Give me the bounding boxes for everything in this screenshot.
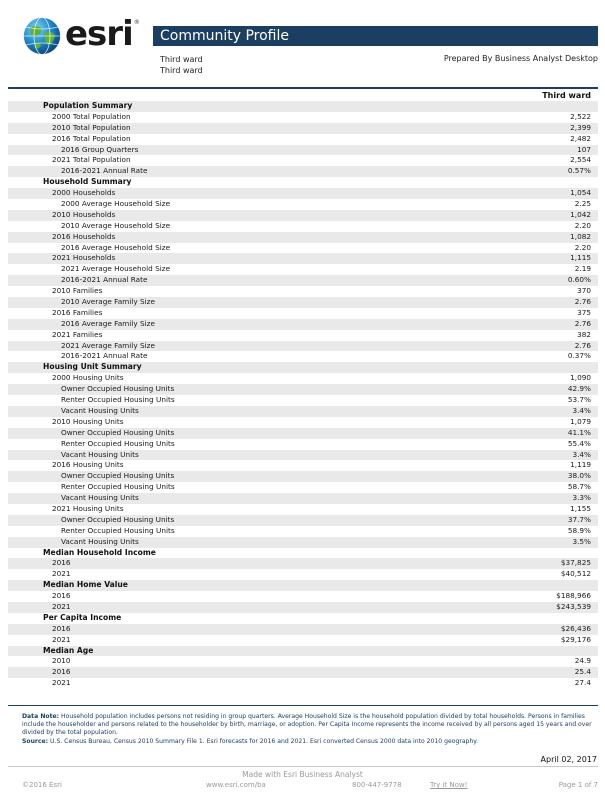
row-label: Owner Occupied Housing Units <box>61 427 175 437</box>
row-label: Vacant Housing Units <box>61 536 139 546</box>
source-text: U.S. Census Bureau, Census 2010 Summary File 1. Esri forecasts for 2016 and 2021. Esri converted Census 2000 data into 2010 geography. <box>48 737 478 745</box>
row-label: 2010 <box>52 656 71 666</box>
table-row <box>8 439 598 450</box>
row-value: 41.1% <box>567 427 591 437</box>
row-value: 370 <box>577 286 591 296</box>
table-row <box>8 482 598 493</box>
section-header <box>8 646 598 657</box>
table-row <box>8 417 598 428</box>
table-row <box>8 297 598 308</box>
globe-icon <box>22 16 62 56</box>
row-label: 2016-2021 Annual Rate <box>61 275 148 285</box>
row-label: 2021 Average Family Size <box>61 340 155 350</box>
row-value: 2.20 <box>574 220 591 230</box>
row-label: 2016 Average Household Size <box>61 242 171 252</box>
section-title: Population Summary <box>43 101 133 110</box>
row-label: 2016 Households <box>52 231 116 241</box>
esri-logo: esri ® <box>22 13 140 59</box>
row-label: 2010 Households <box>52 209 116 219</box>
table-row <box>8 330 598 341</box>
row-label: 2021 Average Household Size <box>61 264 171 274</box>
source-label: Source: <box>22 737 49 745</box>
prepared-by: Prepared By Business Analyst Desktop <box>443 54 598 63</box>
row-label: 2010 Average Family Size <box>61 297 155 307</box>
table-row <box>8 537 598 548</box>
header-divider <box>8 87 598 89</box>
row-value: $37,825 <box>560 558 591 568</box>
row-label: 2016 Families <box>52 307 103 317</box>
table-row <box>8 460 598 471</box>
row-label: Vacant Housing Units <box>61 493 139 503</box>
table-row <box>8 155 598 166</box>
table-row <box>8 493 598 504</box>
section-header <box>8 580 598 591</box>
section-title: Housing Unit Summary <box>43 362 142 372</box>
row-label: 2016 <box>52 558 71 568</box>
row-label: 2021 Total Population <box>52 155 131 165</box>
copyright: ©2016 Esri <box>22 781 62 789</box>
table-row <box>8 428 598 439</box>
section-header <box>8 177 598 188</box>
row-label: Renter Occupied Housing Units <box>61 395 175 405</box>
row-value: 2.76 <box>574 297 591 307</box>
section-header <box>8 101 598 112</box>
section-header <box>8 362 598 373</box>
row-label: 2021 <box>52 601 71 611</box>
row-value: 1,054 <box>570 188 591 198</box>
row-label: 2000 Average Household Size <box>61 199 171 209</box>
row-label: 2021 Households <box>52 253 116 263</box>
table-row <box>8 395 598 406</box>
section-title: Household Summary <box>43 177 132 187</box>
row-value: 1,079 <box>570 416 591 426</box>
table-row <box>8 134 598 145</box>
table-row <box>8 678 598 689</box>
row-label: 2016-2021 Annual Rate <box>61 166 148 176</box>
table-row <box>8 591 598 602</box>
table-row <box>8 667 598 678</box>
row-label: Renter Occupied Housing Units <box>61 525 175 535</box>
row-value: 58.9% <box>567 525 591 535</box>
row-value: 27.4 <box>574 678 591 688</box>
data-note-label: Data Note: <box>22 713 60 720</box>
try-it-now-link[interactable]: Try it Now! <box>430 781 468 789</box>
logo-wordmark: esri <box>65 14 133 54</box>
row-value: $29,176 <box>560 634 591 644</box>
table-divider <box>8 705 598 706</box>
table-row <box>8 341 598 352</box>
table-row <box>8 406 598 417</box>
row-label: 2010 Housing Units <box>52 416 124 426</box>
row-value: 2,399 <box>570 122 591 132</box>
row-label: 2016-2021 Annual Rate <box>61 351 148 361</box>
area-name: Third ward <box>160 66 203 75</box>
row-value: 2,522 <box>570 111 591 121</box>
row-label: 2016 Group Quarters <box>61 144 139 154</box>
page-number: Page 1 of 7 <box>558 781 598 789</box>
row-label: Owner Occupied Housing Units <box>61 514 175 524</box>
row-label: 2000 Total Population <box>52 111 131 121</box>
row-label: 2016 Total Population <box>52 133 131 143</box>
row-value: 24.9 <box>574 656 591 666</box>
made-with: Made with Esri Business Analyst <box>242 770 363 779</box>
website-link[interactable]: www.esri.com/ba <box>206 781 266 789</box>
row-value: 1,155 <box>570 503 591 513</box>
row-value: $243,539 <box>556 601 591 611</box>
data-note-text: Household population includes persons not residing in group quarters. Average Household Size is the household population divided by total households. Persons in families include the householder and persons related to the householder by birth, marriage, or adoption. Per Capita Income represents the income received by all persons aged 15 years and over divided by the total population. <box>22 713 592 737</box>
row-value: 3.4% <box>572 449 591 459</box>
footer-divider <box>8 766 598 767</box>
table-row <box>8 264 598 275</box>
row-label: 2021 Housing Units <box>52 503 124 513</box>
row-label: 2016 <box>52 623 71 633</box>
row-value: 55.4% <box>567 438 591 448</box>
page-title: Community Profile <box>153 26 598 46</box>
table-row <box>8 351 598 362</box>
data-notes <box>22 713 597 746</box>
table-row <box>8 558 598 569</box>
row-label: 2010 Families <box>52 286 103 296</box>
row-label: 2021 <box>52 634 71 644</box>
row-value: 38.0% <box>567 471 591 481</box>
row-value: 2,482 <box>570 133 591 143</box>
row-value: 2,554 <box>570 155 591 165</box>
row-label: Vacant Housing Units <box>61 405 139 415</box>
table-row <box>8 275 598 286</box>
table-row <box>8 471 598 482</box>
table-row <box>8 210 598 221</box>
row-label: 2016 <box>52 667 71 677</box>
row-label: 2010 Average Household Size <box>61 220 171 230</box>
table-row <box>8 112 598 123</box>
row-value: 382 <box>577 329 591 339</box>
row-value: 1,090 <box>570 373 591 383</box>
table-row <box>8 515 598 526</box>
row-label: 2016 Housing Units <box>52 460 124 470</box>
row-label: Renter Occupied Housing Units <box>61 438 175 448</box>
table-row <box>8 635 598 646</box>
table-row <box>8 319 598 330</box>
row-value: 1,042 <box>570 209 591 219</box>
row-label: 2021 <box>52 678 71 688</box>
table-row <box>8 624 598 635</box>
report-date: April 02, 2017 <box>540 755 597 764</box>
row-value: $40,512 <box>560 569 591 579</box>
area-name: Third ward <box>160 55 203 64</box>
table-row <box>8 286 598 297</box>
row-label: 2000 Households <box>52 188 116 198</box>
phone-number: 800-447-9778 <box>352 781 402 789</box>
row-value: 42.9% <box>567 384 591 394</box>
table-row <box>8 253 598 264</box>
table-row <box>8 145 598 156</box>
table-row <box>8 569 598 580</box>
section-title: Per Capita Income <box>43 612 122 622</box>
row-value: 2.20 <box>574 242 591 252</box>
table-row <box>8 308 598 319</box>
table-row <box>8 656 598 667</box>
section-header <box>8 548 598 559</box>
table-row <box>8 188 598 199</box>
profile-table <box>8 101 598 689</box>
row-value: 58.7% <box>567 482 591 492</box>
row-value: 1,082 <box>570 231 591 241</box>
section-header <box>8 613 598 624</box>
row-label: 2000 Housing Units <box>52 373 124 383</box>
row-label: Owner Occupied Housing Units <box>61 384 175 394</box>
row-value: 107 <box>577 144 591 154</box>
row-value: $26,436 <box>560 623 591 633</box>
row-value: 3.5% <box>572 536 591 546</box>
row-label: Owner Occupied Housing Units <box>61 471 175 481</box>
table-row <box>8 232 598 243</box>
table-row <box>8 243 598 254</box>
row-value: 37.7% <box>567 514 591 524</box>
column-header: Third ward <box>542 91 591 100</box>
row-label: 2016 Average Family Size <box>61 318 155 328</box>
row-value: 2.25 <box>574 199 591 209</box>
row-label: Vacant Housing Units <box>61 449 139 459</box>
table-row <box>8 221 598 232</box>
row-value: 0.57% <box>567 166 591 176</box>
table-row <box>8 526 598 537</box>
row-value: 0.37% <box>567 351 591 361</box>
area-names <box>160 54 203 76</box>
row-value: 3.3% <box>572 493 591 503</box>
table-row <box>8 373 598 384</box>
table-row <box>8 450 598 461</box>
row-value: 3.4% <box>572 405 591 415</box>
table-row <box>8 166 598 177</box>
row-value: 2.76 <box>574 318 591 328</box>
table-row <box>8 602 598 613</box>
row-value: 53.7% <box>567 395 591 405</box>
row-value: $188,966 <box>556 591 591 601</box>
table-row <box>8 504 598 515</box>
row-label: 2021 <box>52 569 71 579</box>
row-label: 2010 Total Population <box>52 122 131 132</box>
row-value: 1,115 <box>570 253 591 263</box>
row-value: 25.4 <box>574 667 591 677</box>
table-row <box>8 384 598 395</box>
row-value: 375 <box>577 307 591 317</box>
row-value: 1,119 <box>570 460 591 470</box>
section-title: Median Age <box>43 645 94 655</box>
row-value: 2.19 <box>574 264 591 274</box>
section-title: Median Household Income <box>43 547 156 557</box>
table-row <box>8 199 598 210</box>
row-label: 2021 Families <box>52 329 103 339</box>
row-value: 2.76 <box>574 340 591 350</box>
table-row <box>8 123 598 134</box>
section-title: Median Home Value <box>43 580 128 590</box>
row-value: 0.60% <box>567 275 591 285</box>
row-label: Renter Occupied Housing Units <box>61 482 175 492</box>
row-label: 2016 <box>52 591 71 601</box>
